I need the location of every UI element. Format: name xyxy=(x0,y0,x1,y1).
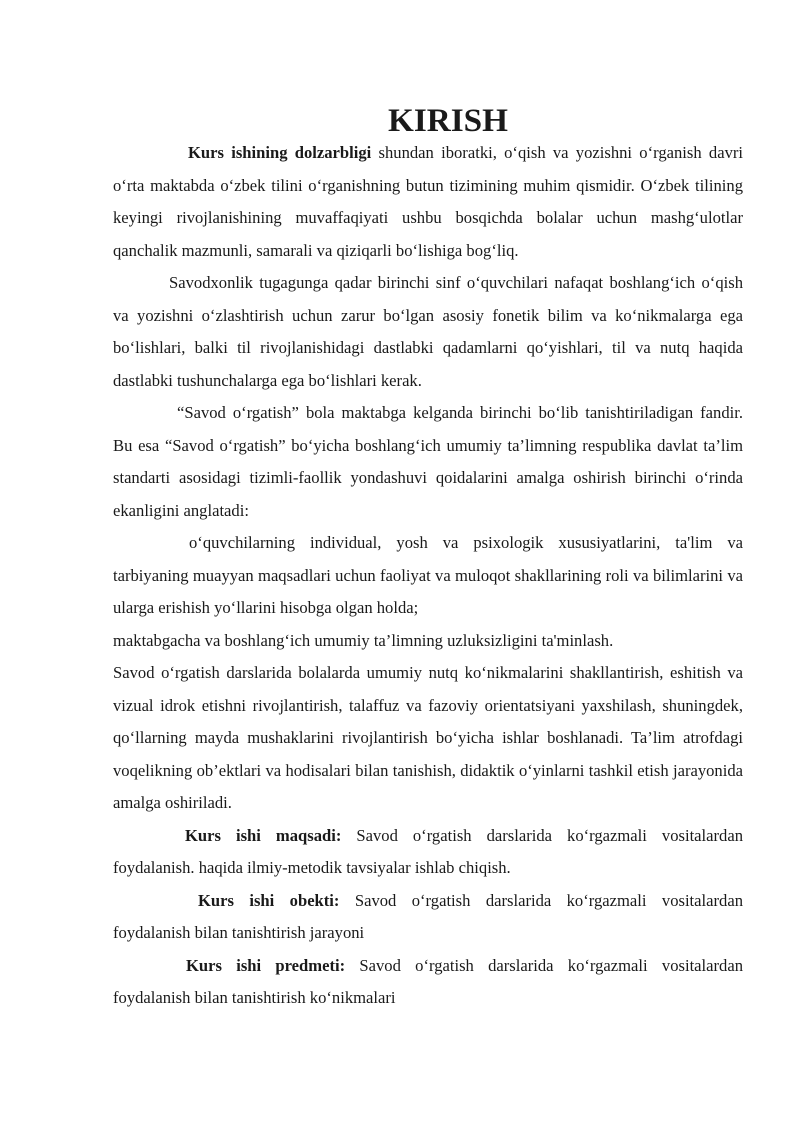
paragraph-subject xyxy=(113,397,743,527)
paragraph-text: Savodxonlik tugagunga qadar birinchi sinf o‘quvchilari nafaqat boshlang‘ich o‘qish va yozishni o‘zlashtirish uchun zarur bo‘lgan asosiy fonetik bilim va ko‘nikmalarga ega bo‘lishlari, balki til rivojlanishidagi dastlabki qadamlarni qo‘yishlari, til va nutq haqida dastlabki tushunchalarga ega bo‘lishlari kerak. xyxy=(113,273,743,390)
paragraph-students xyxy=(113,527,743,625)
paragraph-lead: Kurs ishi obekti: xyxy=(198,890,340,910)
paragraph-text: Savod o‘rgatish darslarida ko‘rgazmali vositalardan foydalanish bilan tanishtirish jarayoni xyxy=(113,890,743,942)
paragraph-text: o‘quvchilarning individual, yosh va psixologik xususiyatlarini, ta'lim va tarbiyaning muayyan maqsadlari uchun faoliyat va muloqot shakllarining roli va bilimlarini va ularga erishish yo‘llarini hisobga olgan holda; xyxy=(113,533,743,617)
page-title: KIRISH xyxy=(388,102,508,139)
paragraph-subject-matter xyxy=(113,950,743,1015)
document-body xyxy=(113,102,744,1015)
paragraph-text: Savod o‘rgatish darslarida ko‘rgazmali vositalardan foydalanish. haqida ilmiy-metodik tavsiyalar ishlab chiqish. xyxy=(113,825,743,877)
paragraph-goal xyxy=(113,820,743,885)
paragraph-lessons xyxy=(113,657,743,820)
paragraph-literacy xyxy=(113,267,743,397)
paragraph-text: Savod o‘rgatish darslarida bolalarda umumiy nutq ko‘nikmalarini shakllantirish, eshitish va vizual idrok etishni rivojlantirish, talaffuz va fazoviy orientatsiyani yaxshilash, shuningdek, qo‘llarning mayda mushaklarini rivojlantirish bo‘yicha ishlar boshlanadi. Ta’lim atrofdagi voqelikning ob’ektlari va hodisalari bilan tanishish, didaktik o‘yinlarni tashkil etish jarayonida amalga oshiriladi. xyxy=(113,663,743,812)
paragraph-continuity xyxy=(113,625,743,658)
paragraph-relevance xyxy=(113,137,743,267)
paragraph-object xyxy=(113,885,743,950)
paragraph-lead: Kurs ishi maqsadi: xyxy=(185,825,342,845)
paragraph-text: shundan iboratki, o‘qish va yozishni o‘rganish davri o‘rta maktabda o‘zbek tilini o‘rganishning butun tizimining muhim qismidir. O‘zbek tilining keyingi rivojlanishining muvaffaqiyati ushbu bosqichda bolalar uchun mashg‘ulotlar qanchalik mazmunli, samarali va qiziqarli bo‘lishiga bog‘liq. xyxy=(113,143,744,260)
paragraph-text: Savod o‘rgatish darslarida ko‘rgazmali vositalardan foydalanish bilan tanishtirish ko‘nikmalari xyxy=(113,955,744,1007)
paragraph-text: “Savod o‘rgatish” bola maktabga kelganda birinchi bo‘lib tanishtiriladigan fandir. Bu esa “Savod o‘rgatish” bo‘yicha boshlang‘ich umumiy ta’limning respublika davlat ta’lim standarti asosidagi tizimli-faollik yondashuvi qoidalarini amalga oshirish birinchi o‘rinda ekanligini anglatadi: xyxy=(113,403,743,520)
paragraph-text: maktabgacha va boshlang‘ich umumiy ta’limning uzluksizligini ta'minlash. xyxy=(113,630,614,650)
paragraph-lead: Kurs ishi predmeti: xyxy=(186,955,346,975)
paragraph-lead: Kurs ishining dolzarbligi xyxy=(188,143,372,162)
